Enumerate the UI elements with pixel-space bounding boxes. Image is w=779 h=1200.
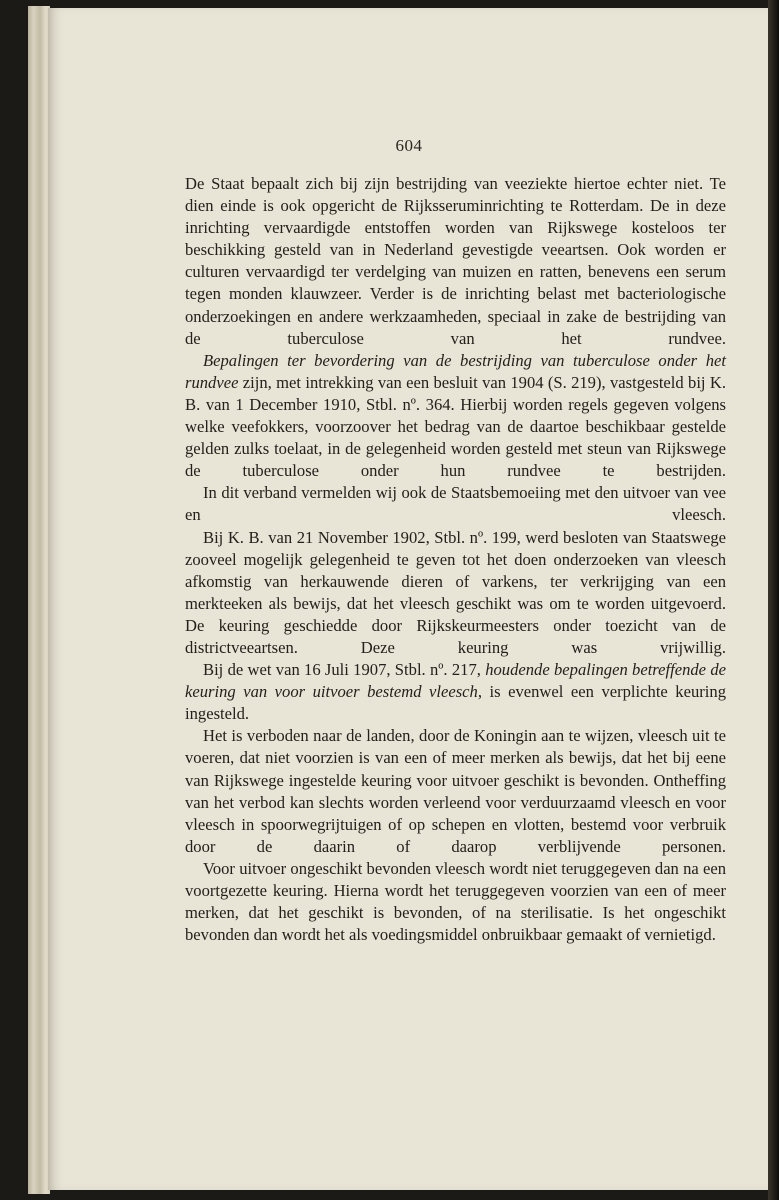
paragraph-5-text-a: Bij de wet van 16 Juli 1907, Stbl. nº. 217, <box>203 660 486 680</box>
paragraph-3: In dit verband vermelden wij ook de Staatsbemoeiing met den uitvoer van vee en vleesch. <box>185 483 726 525</box>
book-page-edges <box>28 6 50 1194</box>
paragraph-5 <box>185 659 726 725</box>
paragraph-7: Voor uitvoer ongeschikt bevonden vleesch wordt niet teruggegeven dan na een voortgezette keuring. Hierna wordt het teruggegeven voorzien van een of meer merken, dat het geschikt is bevonden, of na sterilisatie. Is het ongeschikt bevonden dan wordt het als voedingsmiddel onbruikbaar gemaakt of vernietigd. <box>185 858 726 945</box>
italic-heading: Bepalingen ter bevordering van de bestrijding van tuberculose onder het rundvee <box>185 350 726 392</box>
paragraph-1: De Staat bepaalt zich bij zijn bestrijding van veeziekte hiertoe echter niet. Te dien einde is ook opgericht de Rijksseruminrichting te Rotterdam. De in deze inrichting vervaardigde entstoffen worden van Rijkswege kosteloos ter beschikking gesteld van in Nederland gevestigde veeartsen. Ook worden er culturen vervaardigd ter verdelging van muizen en ratten, benevens een serum tegen monden klauwzeer. Verder is de inrichting belast met bacteriologische onderzoekingen en andere werkzaamheden, speciaal in zake de bestrijding van de tuberculose van het rundvee. <box>185 174 726 348</box>
paragraph-4: Bij K. B. van 21 November 1902, Stbl. nº. 199, werd besloten van Staatswege zooveel mogelijk gelegenheid te geven tot het doen onderzoeken van vleesch afkomstig van herkauwende dieren of varkens, ter verkrijging van een merkteeken als bewijs, dat het vleesch geschikt was om te worden uitgevoerd. De keuring geschiedde door Rijkskeurmeesters onder toezicht van de districtveeartsen. Deze keuring was vrijwillig. <box>185 527 726 657</box>
scan-border <box>768 0 779 1200</box>
paragraph-6: Het is verboden naar de landen, door de Koningin aan te wijzen, vleesch uit te voeren, dat niet voorzien is van een of meer merken als bewijs, dat het bij eene van Rijkswege ingestelde keuring voor uitvoer geschikt is bevonden. Ontheffing van het verbod kan slechts worden verleend voor verduurzaamd vleesch en voor vleesch in spoorwegrijtuigen of op schepen en vlotten, bestemd voor verbruik door de daarin of daarop verblijvende personen. <box>185 726 726 856</box>
italic-law-title: houdende bepalingen betreffende de keuring van voor uitvoer bestemd vleesch <box>185 660 727 702</box>
paragraph-5-text-b: , is evenwel een verplichte keuring ingesteld. <box>185 682 726 724</box>
paragraph-2 <box>185 350 726 483</box>
page-number: 604 <box>395 136 423 155</box>
paragraph-2-text: zijn, met intrekking van een besluit van 1904 (S. 219), vastgesteld bij K. B. van 1 December 1910, Stbl. nº. 364. Hierbij worden regels gegeven volgens welke veefokkers, voorzoover het bedrag van de daartoe beschikbaar gestelde gelden zulks toelaat, in de gelegenheid worden gesteld met steun van Rijkswege de tuberculose onder hun rundvee te bestrijden. <box>185 372 726 481</box>
body-text <box>185 173 726 946</box>
